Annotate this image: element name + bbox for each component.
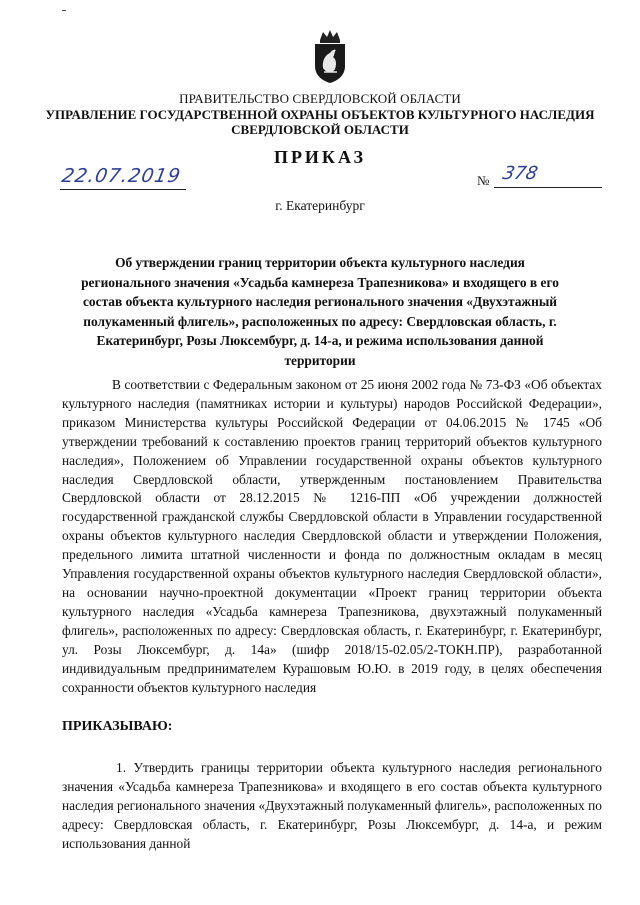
department-name	[0, 107, 640, 137]
number-label: №	[477, 173, 490, 188]
order-subject: Об утверждении границ территории объекта культурного наследия регионального значения «Усадьба камнереза Трапезникова» и входящего в его состав объекта культурного наследия регионального значения «Двухэтажный полукаменный флигель», расположенных по адресу: Свердловская область, г. Екатеринбург, Розы Люксембург, д. 14-а, и режима использования данной территории	[81, 255, 559, 368]
department-line-2: СВЕРДЛОВСКОЙ ОБЛАСТИ	[231, 122, 409, 137]
coat-of-arms-icon	[310, 28, 350, 84]
government-name: ПРАВИТЕЛЬСТВО СВЕРДЛОВСКОЙ ОБЛАСТИ	[179, 91, 461, 106]
order-word: ПРИКАЗЫВАЮ:	[62, 719, 173, 734]
city: г. Екатеринбург	[275, 198, 365, 213]
handwritten-date: 22.07.2019	[60, 165, 183, 187]
order-item-1: 1. Утвердить границы территории объекта культурного наследия регионального значения «Усадьба камнереза Трапезникова» и входящего в его состав объекта культурного наследия регионального значения «Двухэтажный полукаменный флигель», расположенных по адресу: Свердловская область, г. Екатеринбург, Розы Люксембург, д. 14-а, и режим использования данной	[62, 760, 602, 851]
number-underline	[494, 187, 602, 188]
scan-mark	[62, 10, 66, 11]
document-type: ПРИКАЗ	[273, 147, 367, 167]
handwritten-number: 378	[500, 163, 540, 184]
preamble-paragraph: В соответствии с Федеральным законом от 25 июня 2002 года № 73-ФЗ «Об объектах культурного наследия (памятниках истории и культуры) народов Российской Федерации», приказом Министерства культуры Российской Федерации от 04.06.2015 № 1745 «Об утверждении требований к составлению проектов границ территорий объектов культурного наследия», Положением об Управлении государственной охраны объектов культурного наследия Свердловской области, утвержденным постановлением Правительства Свердловской области от 28.12.2015 № 1216-ПП «Об учреждении должностей государственной гражданской службы Свердловской области в Управлении государственной охраны объектов культурного наследия Свердловской области и утверждении Положения, предельного лимита штатной численности и фонда по должностным окладам в месяц Управления государственной охраны объектов культурного наследия Свердловской области», на основании научно-проектной документации «Проект границ территории объекта культурного наследия «Усадьба камнереза Трапезникова, двухэтажный полукаменный флигель», расположенных по адресу: Свердловская область, г. Екатеринбург, г. Екатеринбург, ул. Розы Люксембург, д. 14а» (шифр 2018/15-02.05/2-ТОКН.ПР), разработанной индивидуальным предпринимателем Курашовым Ю.Ю. в 2019 году, в целях обеспечения сохранности объектов культурного наследия	[62, 377, 602, 695]
department-line-1: УПРАВЛЕНИЕ ГОСУДАРСТВЕННОЙ ОХРАНЫ ОБЪЕКТОВ КУЛЬТУРНОГО НАСЛЕДИЯ	[45, 107, 595, 122]
date-field	[60, 165, 186, 190]
